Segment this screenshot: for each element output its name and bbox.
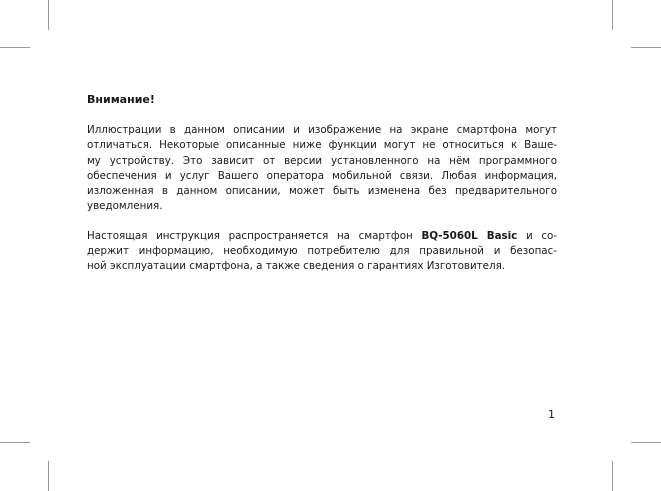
disclaimer-line: отличаться. Некоторые описанные ниже функции могут не относиться к Ваше- — [87, 139, 557, 152]
device-model: BQ-5060L Basic — [421, 229, 518, 242]
disclaimer-line: обеспечения и услуг Вашего оператора мобильной связи. Любая информация, — [87, 169, 557, 182]
crop-mark-top-right — [612, 0, 613, 30]
scope-line: держит информацию, необходимую потребителю для правильной и безопас- — [87, 245, 557, 258]
disclaimer-line: уведомления. — [87, 200, 163, 213]
disclaimer-line: му устройству. Это зависит от версии установленного на нём программного — [87, 154, 557, 167]
crop-mark-right-top — [631, 47, 661, 48]
scope-text-after: и со- — [517, 229, 557, 242]
warning-heading: Внимание! — [87, 93, 155, 106]
disclaimer-line: изложенная в данном описании, может быть изменена без предварительного — [87, 185, 557, 198]
scope-line: ной эксплуатации смартфона, а также сведения о гарантиях Изготовителя. — [87, 260, 506, 273]
crop-mark-bottom-left — [48, 461, 49, 491]
crop-mark-left-bottom — [0, 442, 30, 443]
scope-line — [87, 229, 557, 244]
disclaimer-paragraph — [87, 123, 557, 215]
crop-mark-top-left — [48, 0, 49, 30]
scope-paragraph — [87, 229, 557, 275]
crop-mark-bottom-right — [612, 461, 613, 491]
disclaimer-line: Иллюстрации в данном описании и изображение на экране смартфона могут — [87, 124, 557, 136]
document-page — [87, 92, 557, 289]
crop-mark-left-top — [0, 47, 30, 48]
crop-mark-right-bottom — [631, 442, 661, 443]
scope-text-before: Настоящая инструкция распространяется на смартфон — [87, 229, 422, 242]
page-number: 1 — [548, 408, 555, 421]
